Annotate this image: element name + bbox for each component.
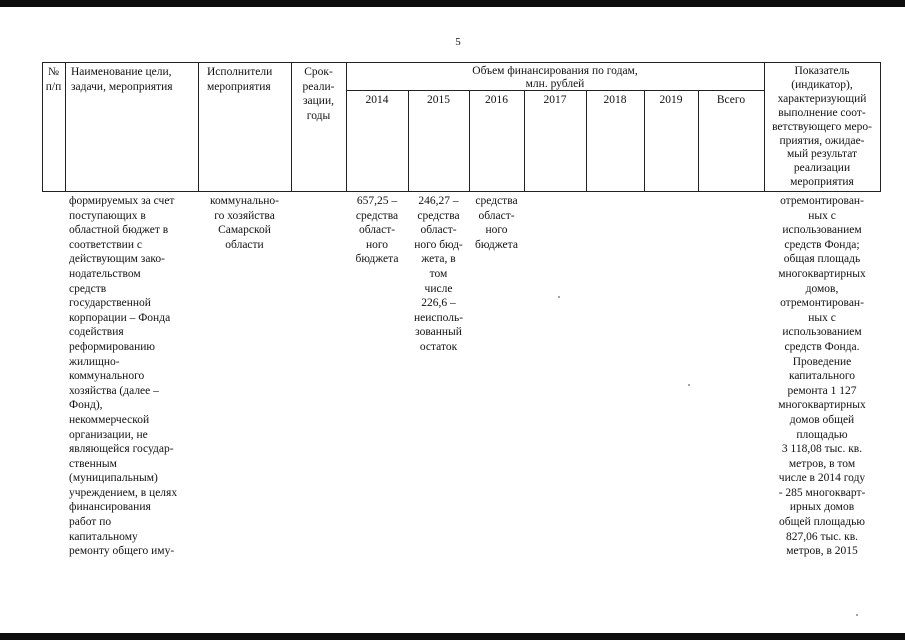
header-num: № п/п bbox=[45, 66, 62, 93]
header-year-2017: 2017 bbox=[543, 94, 567, 106]
row-funding-2014: 657,25 – средства област- ного бюджета bbox=[355, 195, 399, 266]
row-executors: коммунально- го хозяйства Самарской области bbox=[210, 195, 279, 251]
page-number: 5 bbox=[455, 36, 461, 48]
row-funding-2015: 246,27 – средства област- ного бюд- жета, в том числе 226,6 – неисполь- зованный остаток bbox=[413, 195, 464, 353]
header-name: Наименование цели, задачи, мероприятия bbox=[71, 66, 173, 93]
scan-speck bbox=[856, 614, 858, 616]
scan-speck bbox=[688, 384, 690, 386]
header-year-2015: 2015 bbox=[427, 94, 450, 106]
header-total: Всего bbox=[716, 94, 746, 106]
scan-speck bbox=[558, 296, 560, 298]
header-year-2019: 2019 bbox=[659, 94, 683, 106]
row-funding-2016: средства област- ного бюджета bbox=[475, 195, 518, 251]
row-indicator: отремонтирован- ных с использованием средств Фонда; общая площадь многоквартирных домов, отремонтирован- ных с использованием средств Фонда. Проведение капитального ремонта 1 127 многоквартирных домов общей площадью 3 118,08 тыс. кв. метров, в том числе в 2014 году - 285 многокварт- ирных домов общей площадью 827,06 тыс. кв. метров, в 2015 bbox=[778, 195, 866, 558]
header-indicator: Показатель (индикатор), характеризующий выполнение соот- ветствующего меро- приятия, ожидае- мый результат реализации мероприятия bbox=[772, 65, 872, 189]
header-year-2014: 2014 bbox=[365, 94, 389, 106]
bottom-border bbox=[0, 633, 905, 640]
header-funding-title: Объем финансирования по годам, млн. рублей bbox=[472, 65, 638, 90]
top-border bbox=[0, 0, 905, 7]
header-year-2018: 2018 bbox=[603, 94, 627, 106]
header-year-2016: 2016 bbox=[485, 94, 508, 106]
header-term: Срок- реали- зации, годы bbox=[302, 66, 335, 122]
header-executors: Исполнители мероприятия bbox=[207, 66, 273, 93]
row-name: формируемых за счет поступающих в областной бюджет в соответствии с действующим зако- нодательством средств государственной корпорации – Фонда содействия реформированию жилищно- коммунального хозяйства (далее – Фонд), некоммерческой организации, не являющейся государ- ственным (муниципальным) учреждением, в целях финансирования работ по капитальному ремонту общего иму- bbox=[69, 195, 178, 558]
